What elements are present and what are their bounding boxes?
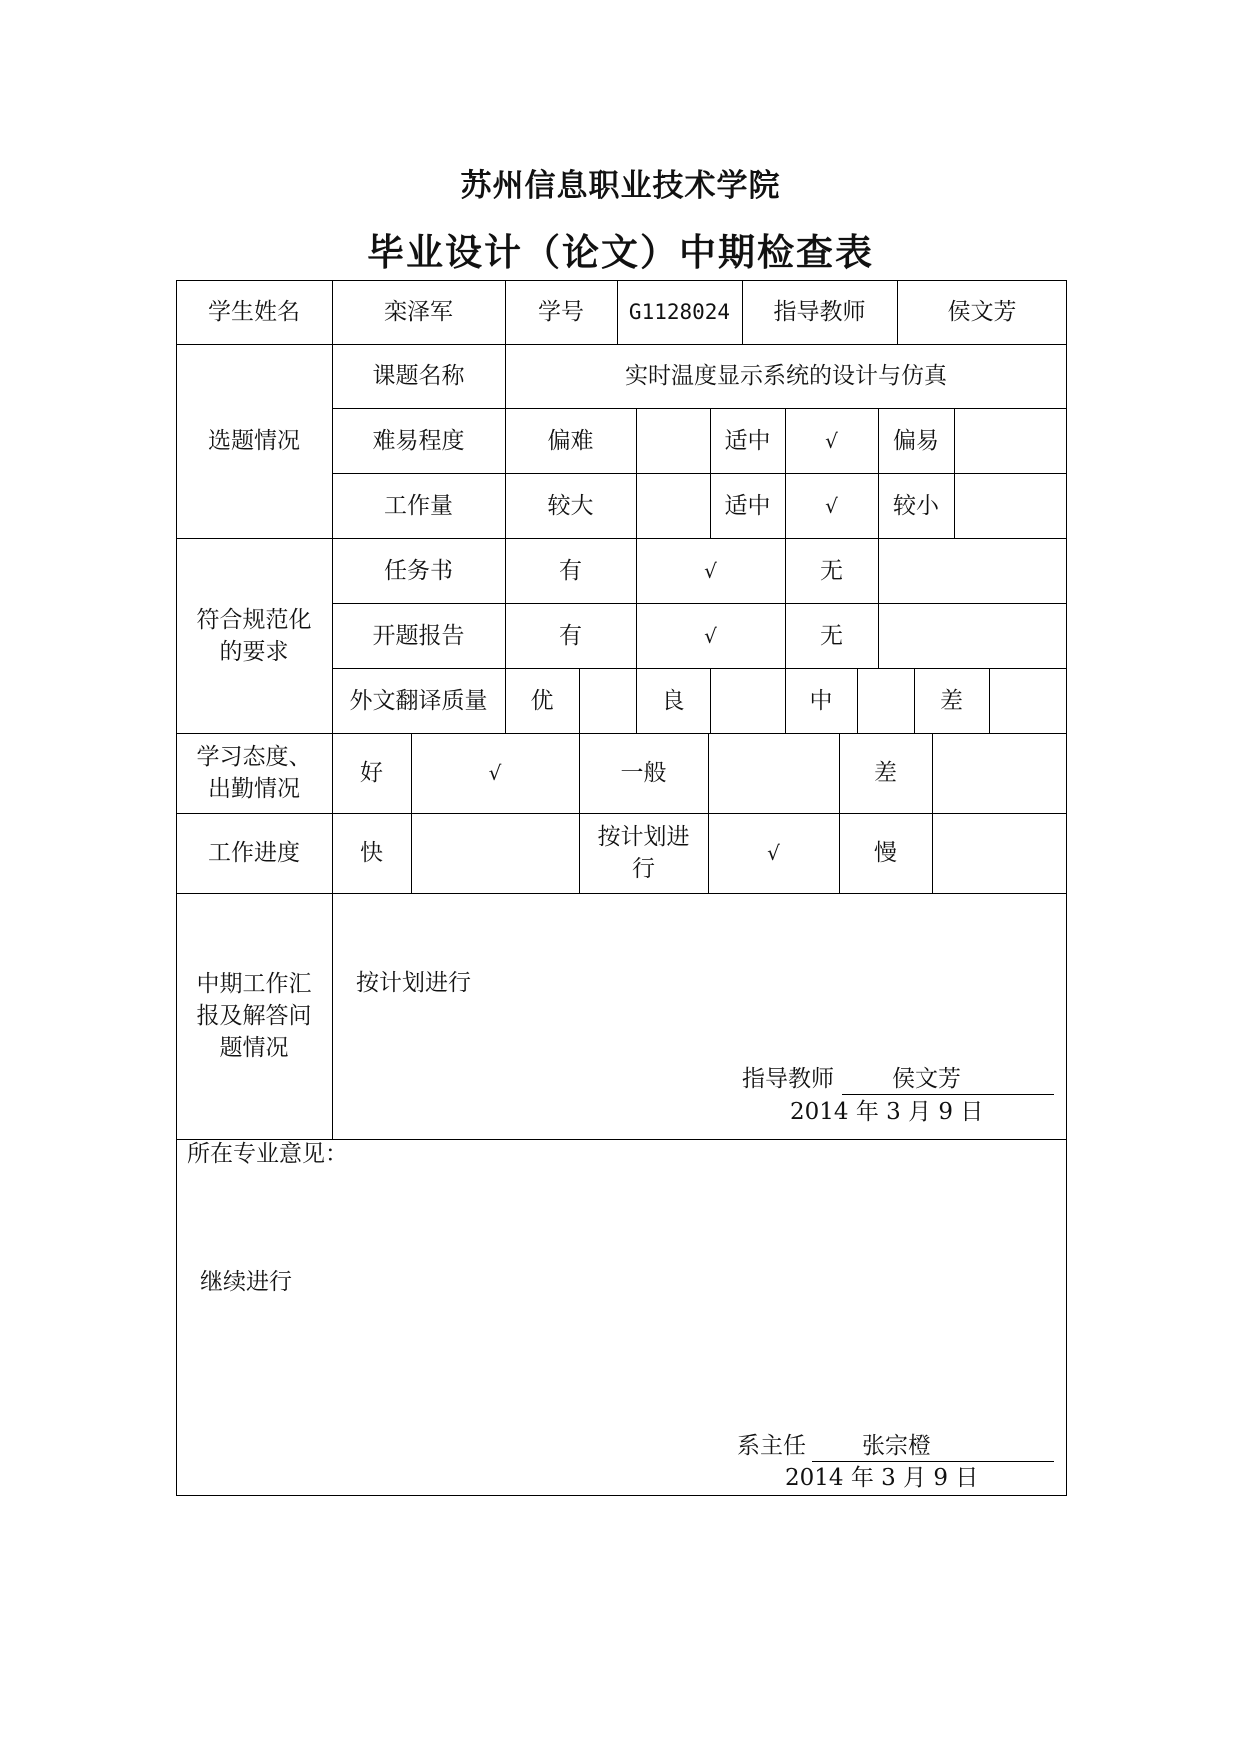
task-book-no: 无	[820, 557, 843, 584]
col-divider	[710, 668, 711, 733]
midterm-label-line1: 中期工作汇	[196, 971, 312, 997]
progress-on-plan-line1: 按计划进	[597, 824, 690, 850]
col-divider	[857, 668, 858, 733]
department-opinion-content: 继续进行	[200, 1269, 292, 1295]
proposal-no: 无	[820, 622, 843, 649]
task-book-label: 任务书	[384, 557, 453, 584]
midterm-label-line2: 报及解答问	[196, 1003, 312, 1029]
advisor-label: 指导教师	[773, 299, 866, 325]
department-signer-label: 系主任	[737, 1433, 806, 1459]
workload-label: 工作量	[384, 492, 453, 519]
attitude-label-line2: 出勤情况	[208, 776, 300, 802]
difficulty-hard: 偏难	[547, 427, 594, 454]
department-date: 2014 年 3 月 9 日	[785, 1465, 979, 1491]
topic-name-value: 实时温度显示系统的设计与仿真	[625, 363, 947, 389]
translation-excellent: 优	[530, 687, 554, 714]
midterm-signer-label: 指导教师	[742, 1066, 834, 1092]
proposal-yes-check: √	[704, 623, 717, 648]
translation-medium: 中	[809, 687, 833, 714]
midterm-signer-name: 侯文芳	[892, 1066, 961, 1092]
col-divider	[878, 538, 879, 668]
col-divider	[932, 733, 933, 893]
norms-label-line2: 的要求	[219, 638, 289, 665]
student-id-label: 学号	[538, 299, 584, 325]
progress-on-plan-line2: 行	[632, 856, 655, 882]
attitude-average: 一般	[620, 760, 667, 786]
progress-on-plan	[579, 813, 708, 893]
norms-section-label	[176, 538, 332, 733]
col-divider	[579, 668, 580, 733]
midterm-date: 2014 年 3 月 9 日	[790, 1099, 984, 1125]
difficulty-easy: 偏易	[893, 427, 939, 454]
midterm-signature-line	[842, 1094, 1054, 1095]
progress-label: 工作进度	[208, 840, 300, 866]
workload-medium-check: √	[825, 493, 838, 518]
translation-label: 外文翻译质量	[349, 687, 488, 714]
student-name-label: 学生姓名	[208, 299, 300, 325]
translation-poor: 差	[940, 687, 963, 714]
attitude-good: 好	[360, 760, 383, 786]
difficulty-medium: 适中	[724, 427, 771, 454]
progress-slow: 慢	[874, 840, 897, 866]
advisor-value: 侯文芳	[947, 299, 1017, 325]
student-id-value: G1128024	[628, 300, 731, 324]
translation-good: 良	[661, 687, 685, 714]
student-name-value: 栾泽军	[384, 299, 453, 325]
task-book-yes-check: √	[704, 558, 717, 583]
progress-fast: 快	[360, 840, 383, 866]
col-divider	[636, 408, 637, 538]
midterm-label-line3: 题情况	[219, 1035, 289, 1061]
midterm-report-label	[176, 893, 332, 1139]
topic-section-label: 选题情况	[208, 428, 300, 454]
col-divider	[954, 408, 955, 538]
difficulty-label: 难易程度	[372, 427, 465, 454]
department-opinion-label: 所在专业意见：	[187, 1141, 348, 1167]
attitude-poor: 差	[874, 760, 897, 786]
midterm-report-content: 按计划进行	[356, 970, 471, 996]
proposal-yes: 有	[559, 622, 582, 649]
topic-name-label: 课题名称	[372, 363, 465, 389]
attitude-label-line1: 学习态度、	[196, 744, 312, 770]
col-divider	[989, 668, 990, 733]
progress-on-plan-check: √	[767, 841, 780, 865]
norms-label-line1: 符合规范化	[196, 606, 312, 633]
difficulty-medium-check: √	[825, 428, 838, 453]
workload-large: 较大	[547, 492, 594, 519]
attitude-good-check: √	[488, 761, 502, 785]
task-book-yes: 有	[559, 557, 582, 584]
workload-medium: 适中	[724, 492, 771, 519]
school-name: 苏州信息职业技术学院	[460, 168, 781, 204]
workload-small: 较小	[893, 492, 939, 519]
proposal-label: 开题报告	[372, 622, 465, 649]
department-signer-name: 张宗橙	[862, 1433, 931, 1459]
form-title: 毕业设计（论文）中期检查表	[367, 231, 874, 274]
attitude-label	[176, 733, 332, 813]
